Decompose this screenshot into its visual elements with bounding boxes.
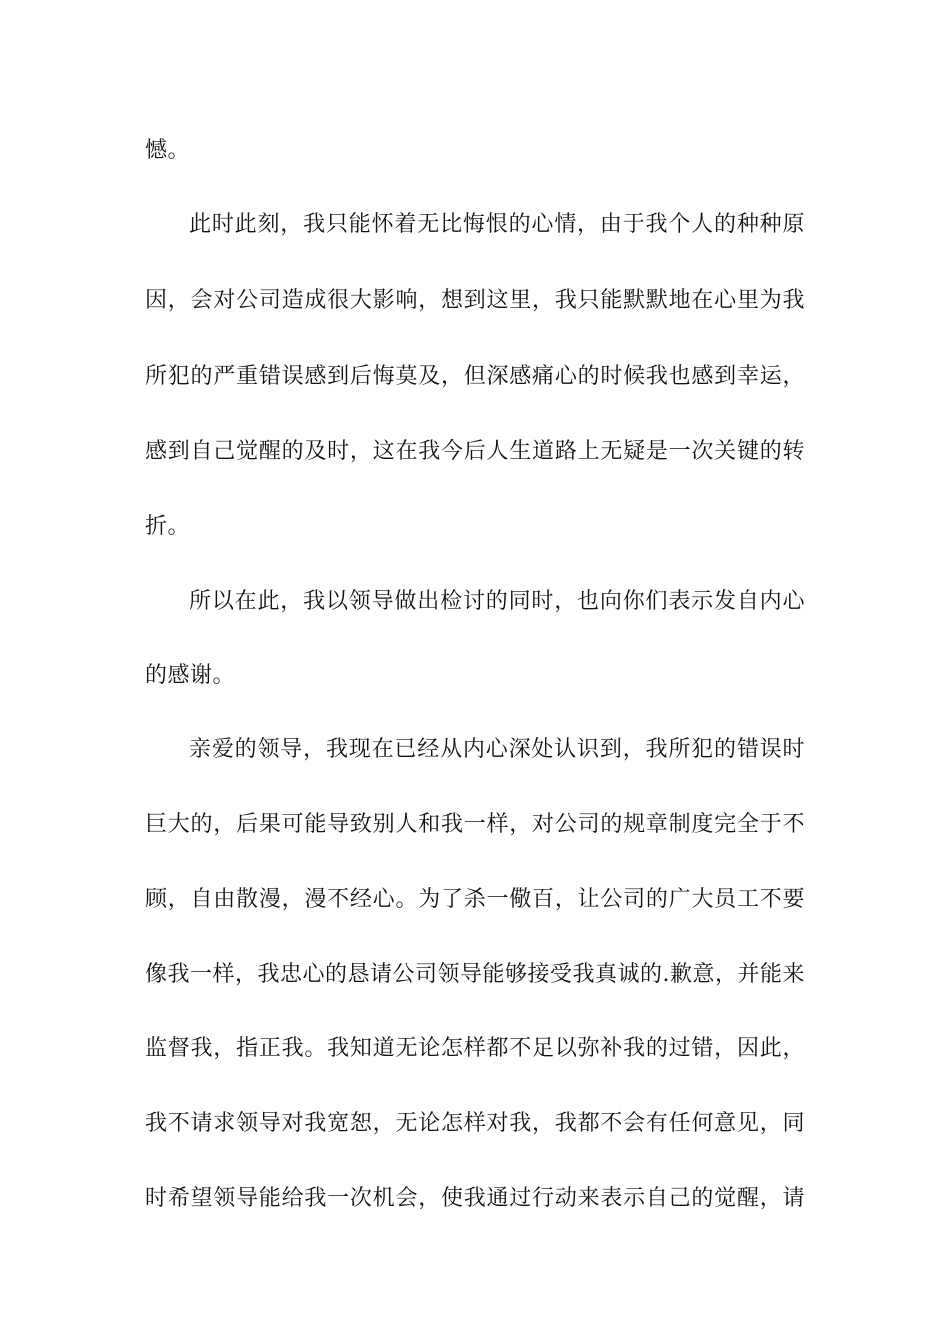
text-line-12: 像我一样，我忠心的恳请公司领导能够接受我真诚的.歉意，并能来 [145, 962, 805, 987]
text-line-10: 巨大的，后果可能导致别人和我一样，对公司的规章制度完全于不 [145, 812, 805, 837]
text-line-2: 此时此刻，我只能怀着无比悔恨的心情，由于我个人的种种原 [189, 212, 805, 237]
text-line-4: 所犯的严重错误感到后悔莫及，但深感痛心的时候我也感到幸运， [145, 364, 805, 389]
text-line-11: 顾，自由散漫，漫不经心。为了杀一儆百，让公司的广大员工不要 [145, 887, 805, 912]
text-line-9: 亲爱的领导，我现在已经从内心深处认识到，我所犯的错误时 [189, 737, 805, 762]
text-line-8: 的感谢。 [145, 663, 236, 688]
text-line-15: 时希望领导能给我一次机会，使我通过行动来表示自己的觉醒，请 [145, 1186, 805, 1211]
text-line-14: 我不请求领导对我宽恕，无论怎样对我，我都不会有任何意见，同 [145, 1111, 805, 1136]
text-line-1: 憾。 [145, 138, 191, 163]
text-line-13: 监督我，指正我。我知道无论怎样都不足以弥补我的过错，因此， [145, 1036, 805, 1061]
text-line-7: 所以在此，我以领导做出检讨的同时，也向你们表示发自内心 [189, 589, 805, 614]
text-line-5: 感到自己觉醒的及时，这在我今后人生道路上无疑是一次关键的转 [145, 439, 805, 464]
text-line-6: 折。 [145, 514, 191, 539]
text-line-3: 因，会对公司造成很大影响，想到这里，我只能默默地在心里为我 [145, 288, 805, 313]
